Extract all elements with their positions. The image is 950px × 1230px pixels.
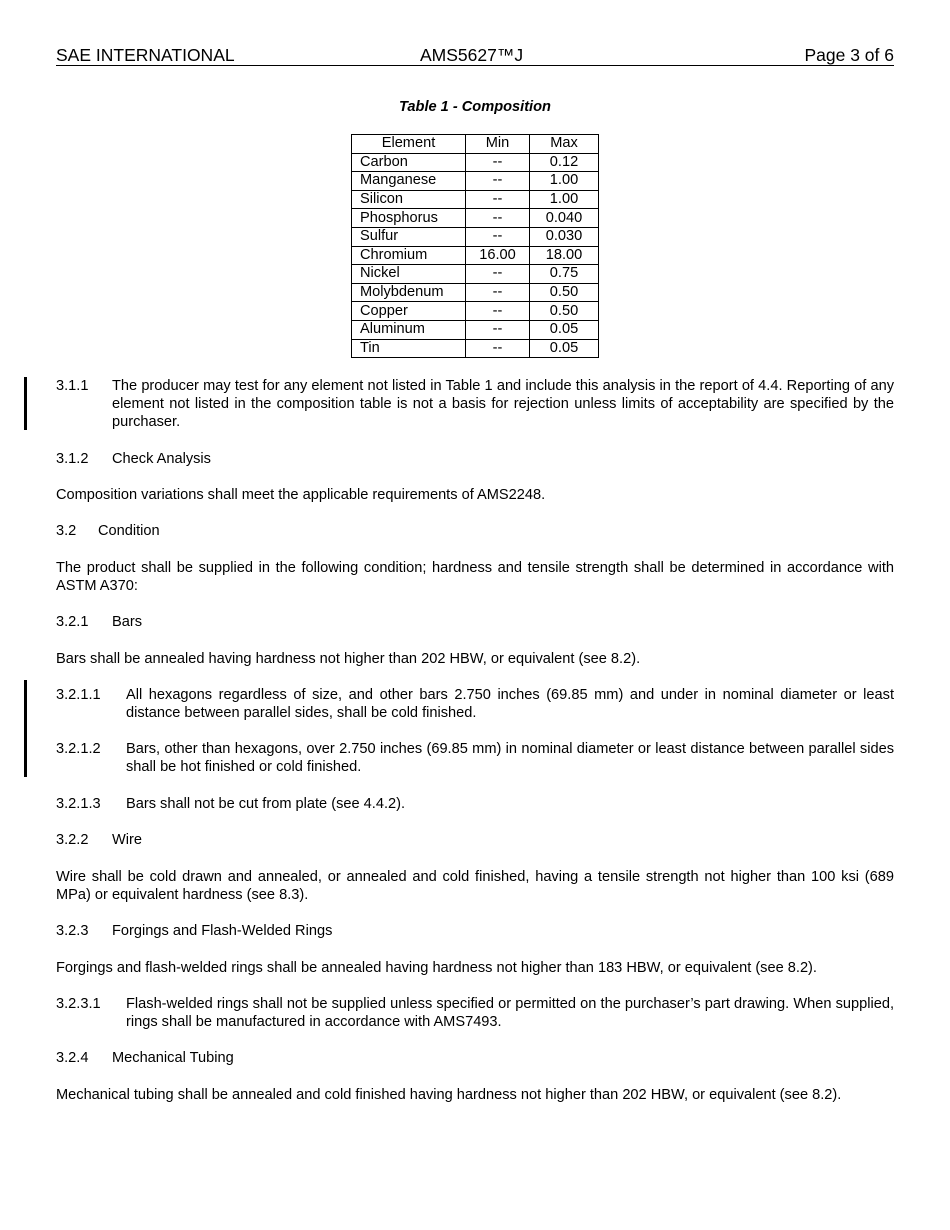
element-cell: Tin — [352, 339, 466, 358]
header-document-id: AMS5627™J — [420, 45, 524, 65]
min-cell: -- — [466, 153, 530, 172]
max-cell: 0.030 — [530, 227, 599, 246]
section-3-2-1-3-text: Bars shall not be cut from plate (see 4.4.2). — [126, 796, 406, 812]
max-cell: 0.75 — [530, 265, 599, 284]
table-row — [352, 283, 599, 302]
min-cell: 16.00 — [466, 246, 530, 265]
section-number: 3.2.4 — [56, 1050, 89, 1066]
min-cell: -- — [466, 283, 530, 302]
section-3-1-1-text: The producer may test for any element not listed in Table 1 and include this analysis in the report of 4.4. Reporting of any element not listed in the composition table is not a basis for rejection unless limits of acceptability are specified by the purchaser. — [112, 378, 894, 430]
element-cell: Molybdenum — [352, 283, 466, 302]
max-cell: 18.00 — [530, 246, 599, 265]
table-row — [352, 302, 599, 321]
column-header: Min — [466, 135, 530, 154]
element-cell: Sulfur — [352, 227, 466, 246]
min-cell: -- — [466, 265, 530, 284]
section-3-2-1-1-text: All hexagons regardless of size, and other bars 2.750 inches (69.85 mm) and under in nominal diameter or least distance between parallel sides, shall be cold finished. — [126, 687, 894, 721]
section-heading: Check Analysis — [112, 451, 211, 467]
section-number: 3.2 — [56, 523, 77, 539]
page-header — [56, 45, 894, 66]
min-cell: -- — [466, 339, 530, 358]
section-number: 3.2.2 — [56, 832, 89, 848]
element-cell: Chromium — [352, 246, 466, 265]
paragraph: Forgings and flash-welded rings shall be annealed having hardness not higher than 183 HBW, or equivalent (see 8.2). — [56, 960, 817, 976]
section-number: 3.2.1 — [56, 614, 89, 630]
section-3-2-3-1-text: Flash-welded rings shall not be supplied unless specified or permitted on the purchaser’s part drawing. When supplied, rings shall be manufactured in accordance with AMS7493. — [126, 996, 894, 1030]
table-title: Table 1 - Composition — [399, 99, 551, 115]
section-number: 3.2.3.1 — [56, 996, 101, 1012]
element-cell: Phosphorus — [352, 209, 466, 228]
table-row — [352, 339, 599, 358]
max-cell: 0.05 — [530, 339, 599, 358]
max-cell: 0.50 — [530, 283, 599, 302]
column-header: Max — [530, 135, 599, 154]
section-heading: Mechanical Tubing — [112, 1050, 234, 1066]
paragraph: Bars shall be annealed having hardness not higher than 202 HBW, or equivalent (see 8.2). — [56, 651, 641, 667]
revision-change-bar — [24, 680, 27, 777]
section-number: 3.2.1.2 — [56, 741, 101, 757]
section-number: 3.2.1.3 — [56, 796, 101, 812]
element-cell: Carbon — [352, 153, 466, 172]
element-cell: Nickel — [352, 265, 466, 284]
min-cell: -- — [466, 302, 530, 321]
section-heading: Bars — [112, 614, 143, 630]
section-number: 3.2.1.1 — [56, 687, 101, 703]
min-cell: -- — [466, 320, 530, 339]
section-number: 3.2.3 — [56, 923, 89, 939]
table-row — [352, 265, 599, 284]
paragraph: Wire shall be cold drawn and annealed, or annealed and cold finished, having a tensile strength not higher than 100 ksi (689 MPa) or equivalent hardness (see 8.3). — [56, 869, 894, 903]
section-3-2-1-2-text: Bars, other than hexagons, over 2.750 inches (69.85 mm) in nominal diameter or least distance between parallel sides shall be hot finished or cold finished. — [126, 741, 894, 775]
table-header-row — [352, 135, 599, 154]
section-heading: Wire — [112, 832, 142, 848]
min-cell: -- — [466, 190, 530, 209]
section-number: 3.1.1 — [56, 378, 89, 394]
section-number: 3.1.2 — [56, 451, 89, 467]
max-cell: 0.040 — [530, 209, 599, 228]
paragraph: The product shall be supplied in the following condition; hardness and tensile strength shall be determined in accordance with ASTM A370: — [56, 560, 894, 594]
element-cell: Aluminum — [352, 320, 466, 339]
min-cell: -- — [466, 209, 530, 228]
paragraph: Mechanical tubing shall be annealed and cold finished having hardness not higher than 202 HBW, or equivalent (see 8.2). — [56, 1087, 842, 1103]
element-cell: Silicon — [352, 190, 466, 209]
element-cell: Manganese — [352, 172, 466, 191]
table-row — [352, 227, 599, 246]
min-cell: -- — [466, 227, 530, 246]
max-cell: 0.12 — [530, 153, 599, 172]
max-cell: 1.00 — [530, 190, 599, 209]
section-heading: Forgings and Flash-Welded Rings — [112, 923, 333, 939]
table-row — [352, 190, 599, 209]
table-row — [352, 153, 599, 172]
revision-change-bar — [24, 377, 27, 430]
header-organization: SAE INTERNATIONAL — [56, 45, 235, 65]
paragraph: Composition variations shall meet the applicable requirements of AMS2248. — [56, 487, 546, 503]
section-heading: Condition — [98, 523, 160, 539]
composition-table — [351, 134, 599, 358]
table-row — [352, 320, 599, 339]
max-cell: 0.50 — [530, 302, 599, 321]
header-page-number: Page 3 of 6 — [804, 45, 894, 65]
max-cell: 0.05 — [530, 320, 599, 339]
table-row — [352, 172, 599, 191]
element-cell: Copper — [352, 302, 466, 321]
max-cell: 1.00 — [530, 172, 599, 191]
table-row — [352, 246, 599, 265]
column-header: Element — [352, 135, 466, 154]
table-row — [352, 209, 599, 228]
min-cell: -- — [466, 172, 530, 191]
